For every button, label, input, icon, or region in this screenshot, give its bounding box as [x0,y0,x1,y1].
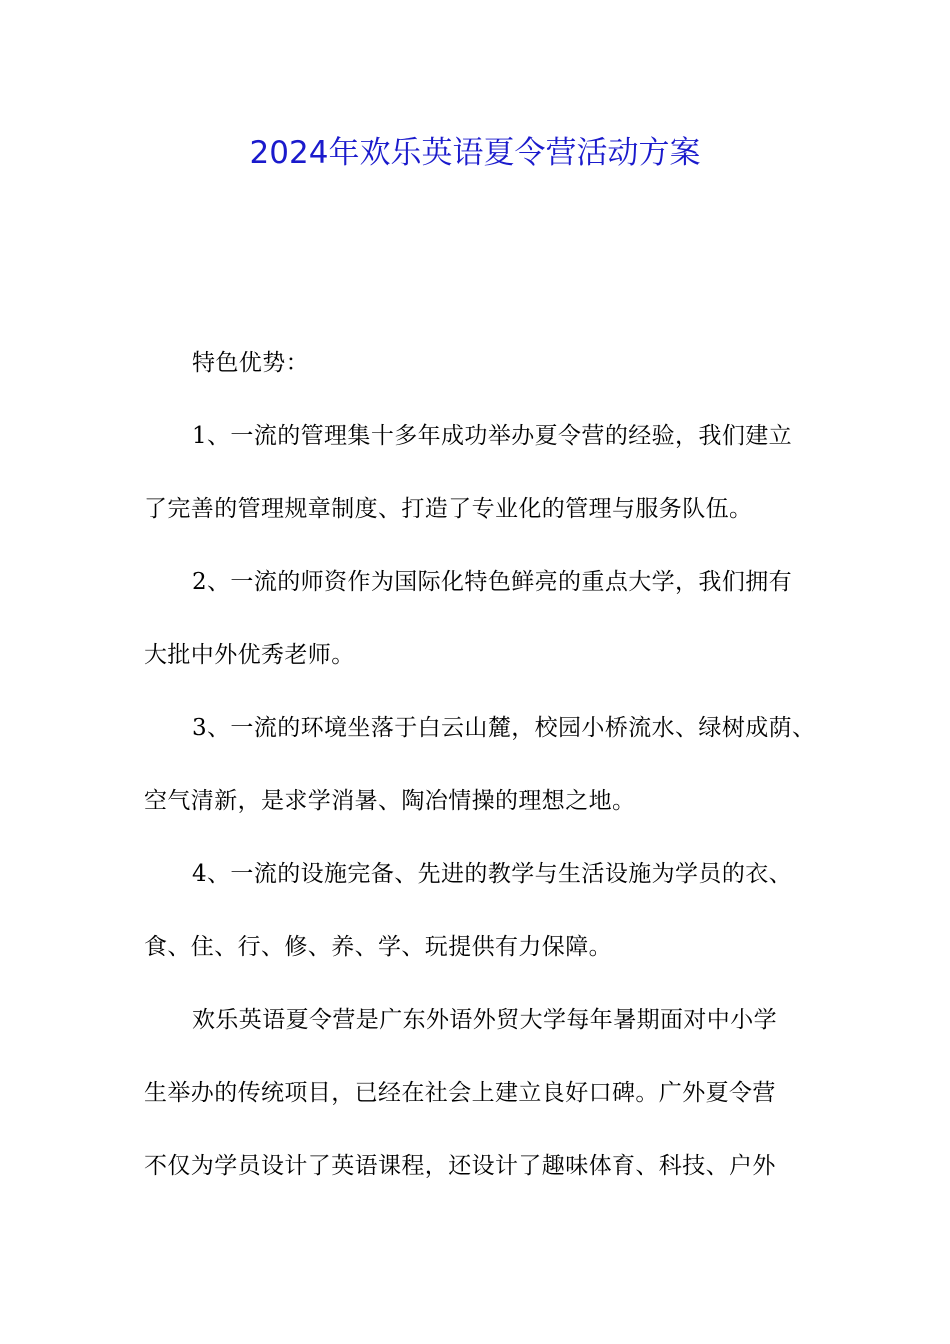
paragraph-heading: 特色优势： [192,350,309,376]
paragraph-line: 空气清新，是求学消暑、陶冶情操的理想之地。 [144,788,636,814]
document-title: 2024年欢乐英语夏令营活动方案 [249,135,701,171]
paragraph-line: 3、一流的环境坐落于白云山麓，校园小桥流水、绿树成荫、 [192,715,816,741]
paragraph-line: 1、一流的管理集十多年成功举办夏令营的经验，我们建立 [192,423,793,449]
paragraph-line: 不仅为学员设计了英语课程，还设计了趣味体育、科技、户外 [144,1153,776,1179]
paragraph-line: 食、住、行、修、养、学、玩提供有力保障。 [144,934,612,960]
paragraph-line: 4、一流的设施完备、先进的教学与生活设施为学员的衣、 [192,861,793,887]
paragraph-line: 了完善的管理规章制度、打造了专业化的管理与服务队伍。 [144,496,753,522]
paragraph-line: 生举办的传统项目，已经在社会上建立良好口碑。广外夏令营 [144,1080,776,1106]
paragraph-line: 大批中外优秀老师。 [144,642,355,668]
paragraph-line: 欢乐英语夏令营是广东外语外贸大学每年暑期面对中小学 [192,1007,777,1033]
paragraph-line: 2、一流的师资作为国际化特色鲜亮的重点大学，我们拥有 [192,569,793,595]
